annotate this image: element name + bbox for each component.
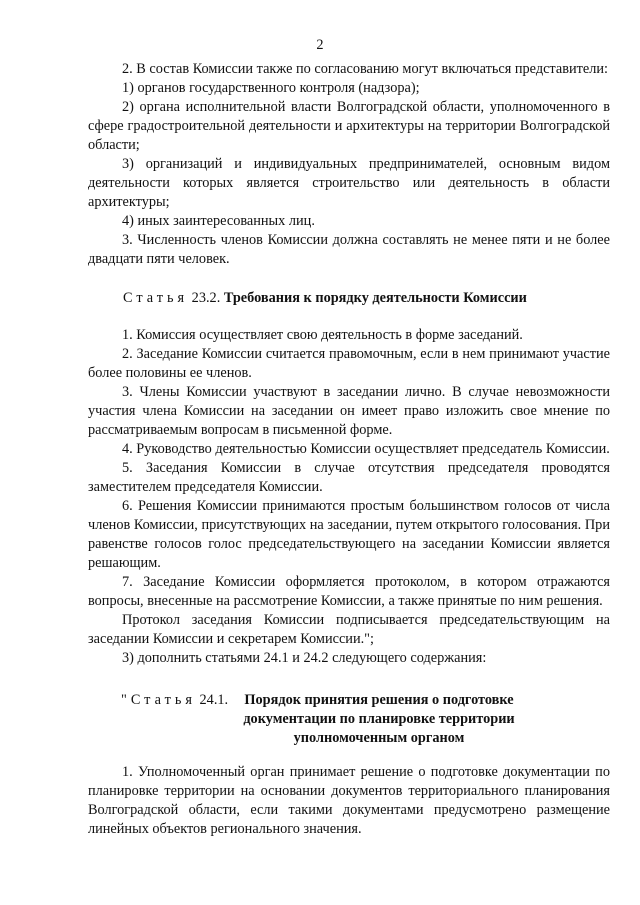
paragraph: 3) дополнить статьями 24.1 и 24.2 следующего содержания: [122,650,487,666]
paragraph: 6. Решения Комиссии принимаются простым большинством голосов от числа членов Комиссии, присутствующих на заседании, путем открытого голосования. При равенстве голосов голос председательствующего на заседании Комиссии является решающим. [88,498,610,571]
paragraph: 3. Численность членов Комиссии должна составлять не менее пяти и не более двадцати пяти человек. [88,232,610,267]
article-24-1-heading [121,691,228,710]
paragraph: 3. Члены Комиссии участвуют в заседании лично. В случае невозможности участия члена Комиссии на заседании он имеет право изложить свое мнение по рассматриваемым вопросам в письменной форме. [88,384,610,438]
paragraph: 1. Уполномоченный орган принимает решение о подготовке документации по планировке территории на основании документов территориального планирования Волгоградской области, если такими документами предусмотрено размещение линейных объектов регионального значения. [88,764,610,837]
article-number: 23.2. [191,290,221,306]
article-label: "Статья [121,692,196,708]
section-commission-procedure [88,326,610,668]
paragraph: 5. Заседания Комиссии в случае отсутствия председателя проводятся заместителем председателя Комиссии. [88,460,610,495]
paragraph: 1. Комиссия осуществляет свою деятельность в форме заседаний. [122,327,523,343]
article-title-line: уполномоченным органом [293,730,465,746]
paragraph: 3) организаций и индивидуальных предпринимателей, основным видом деятельности которых является строительство или деятельность в области архитектуры; [88,156,610,210]
paragraph: 4) иных заинтересованных лиц. [122,213,315,229]
paragraph: 2) органа исполнительной власти Волгоградской области, уполномоченного в сфере градостроительной деятельности и архитектуры на территории Волгоградской области; [88,99,610,153]
paragraph: Протокол заседания Комиссии подписывается председательствующим на заседании Комиссии и секретарем Комиссии."; [88,612,610,647]
paragraph: 1) органов государственного контроля (надзора); [122,80,420,96]
paragraph: 2. Заседание Комиссии считается правомочным, если в нем принимают участие более половины ее членов. [88,346,610,381]
paragraph: 4. Руководство деятельностью Комиссии осуществляет председатель Комиссии. [122,441,610,457]
paragraph: 2. В состав Комиссии также по согласованию могут включаться представители: [122,61,608,77]
section-article-24-1 [88,763,610,839]
page-number: 2 [316,37,324,53]
article-23-2-heading [123,289,527,308]
article-number: 24.1. [199,692,229,708]
article-label: Статья [123,290,189,306]
paragraph: 7. Заседание Комиссии оформляется протоколом, в котором отражаются вопросы, внесенные на рассмотрение Комиссии, а также принятые по ним решения. [88,574,610,609]
article-title: Требования к порядку деятельности Комиссии [223,290,527,306]
article-title-line: Порядок принятия решения о подготовке [244,692,514,708]
article-title-line: документации по планировке территории [243,711,515,727]
article-24-1-title [229,691,529,748]
section-commission-composition [88,60,610,269]
